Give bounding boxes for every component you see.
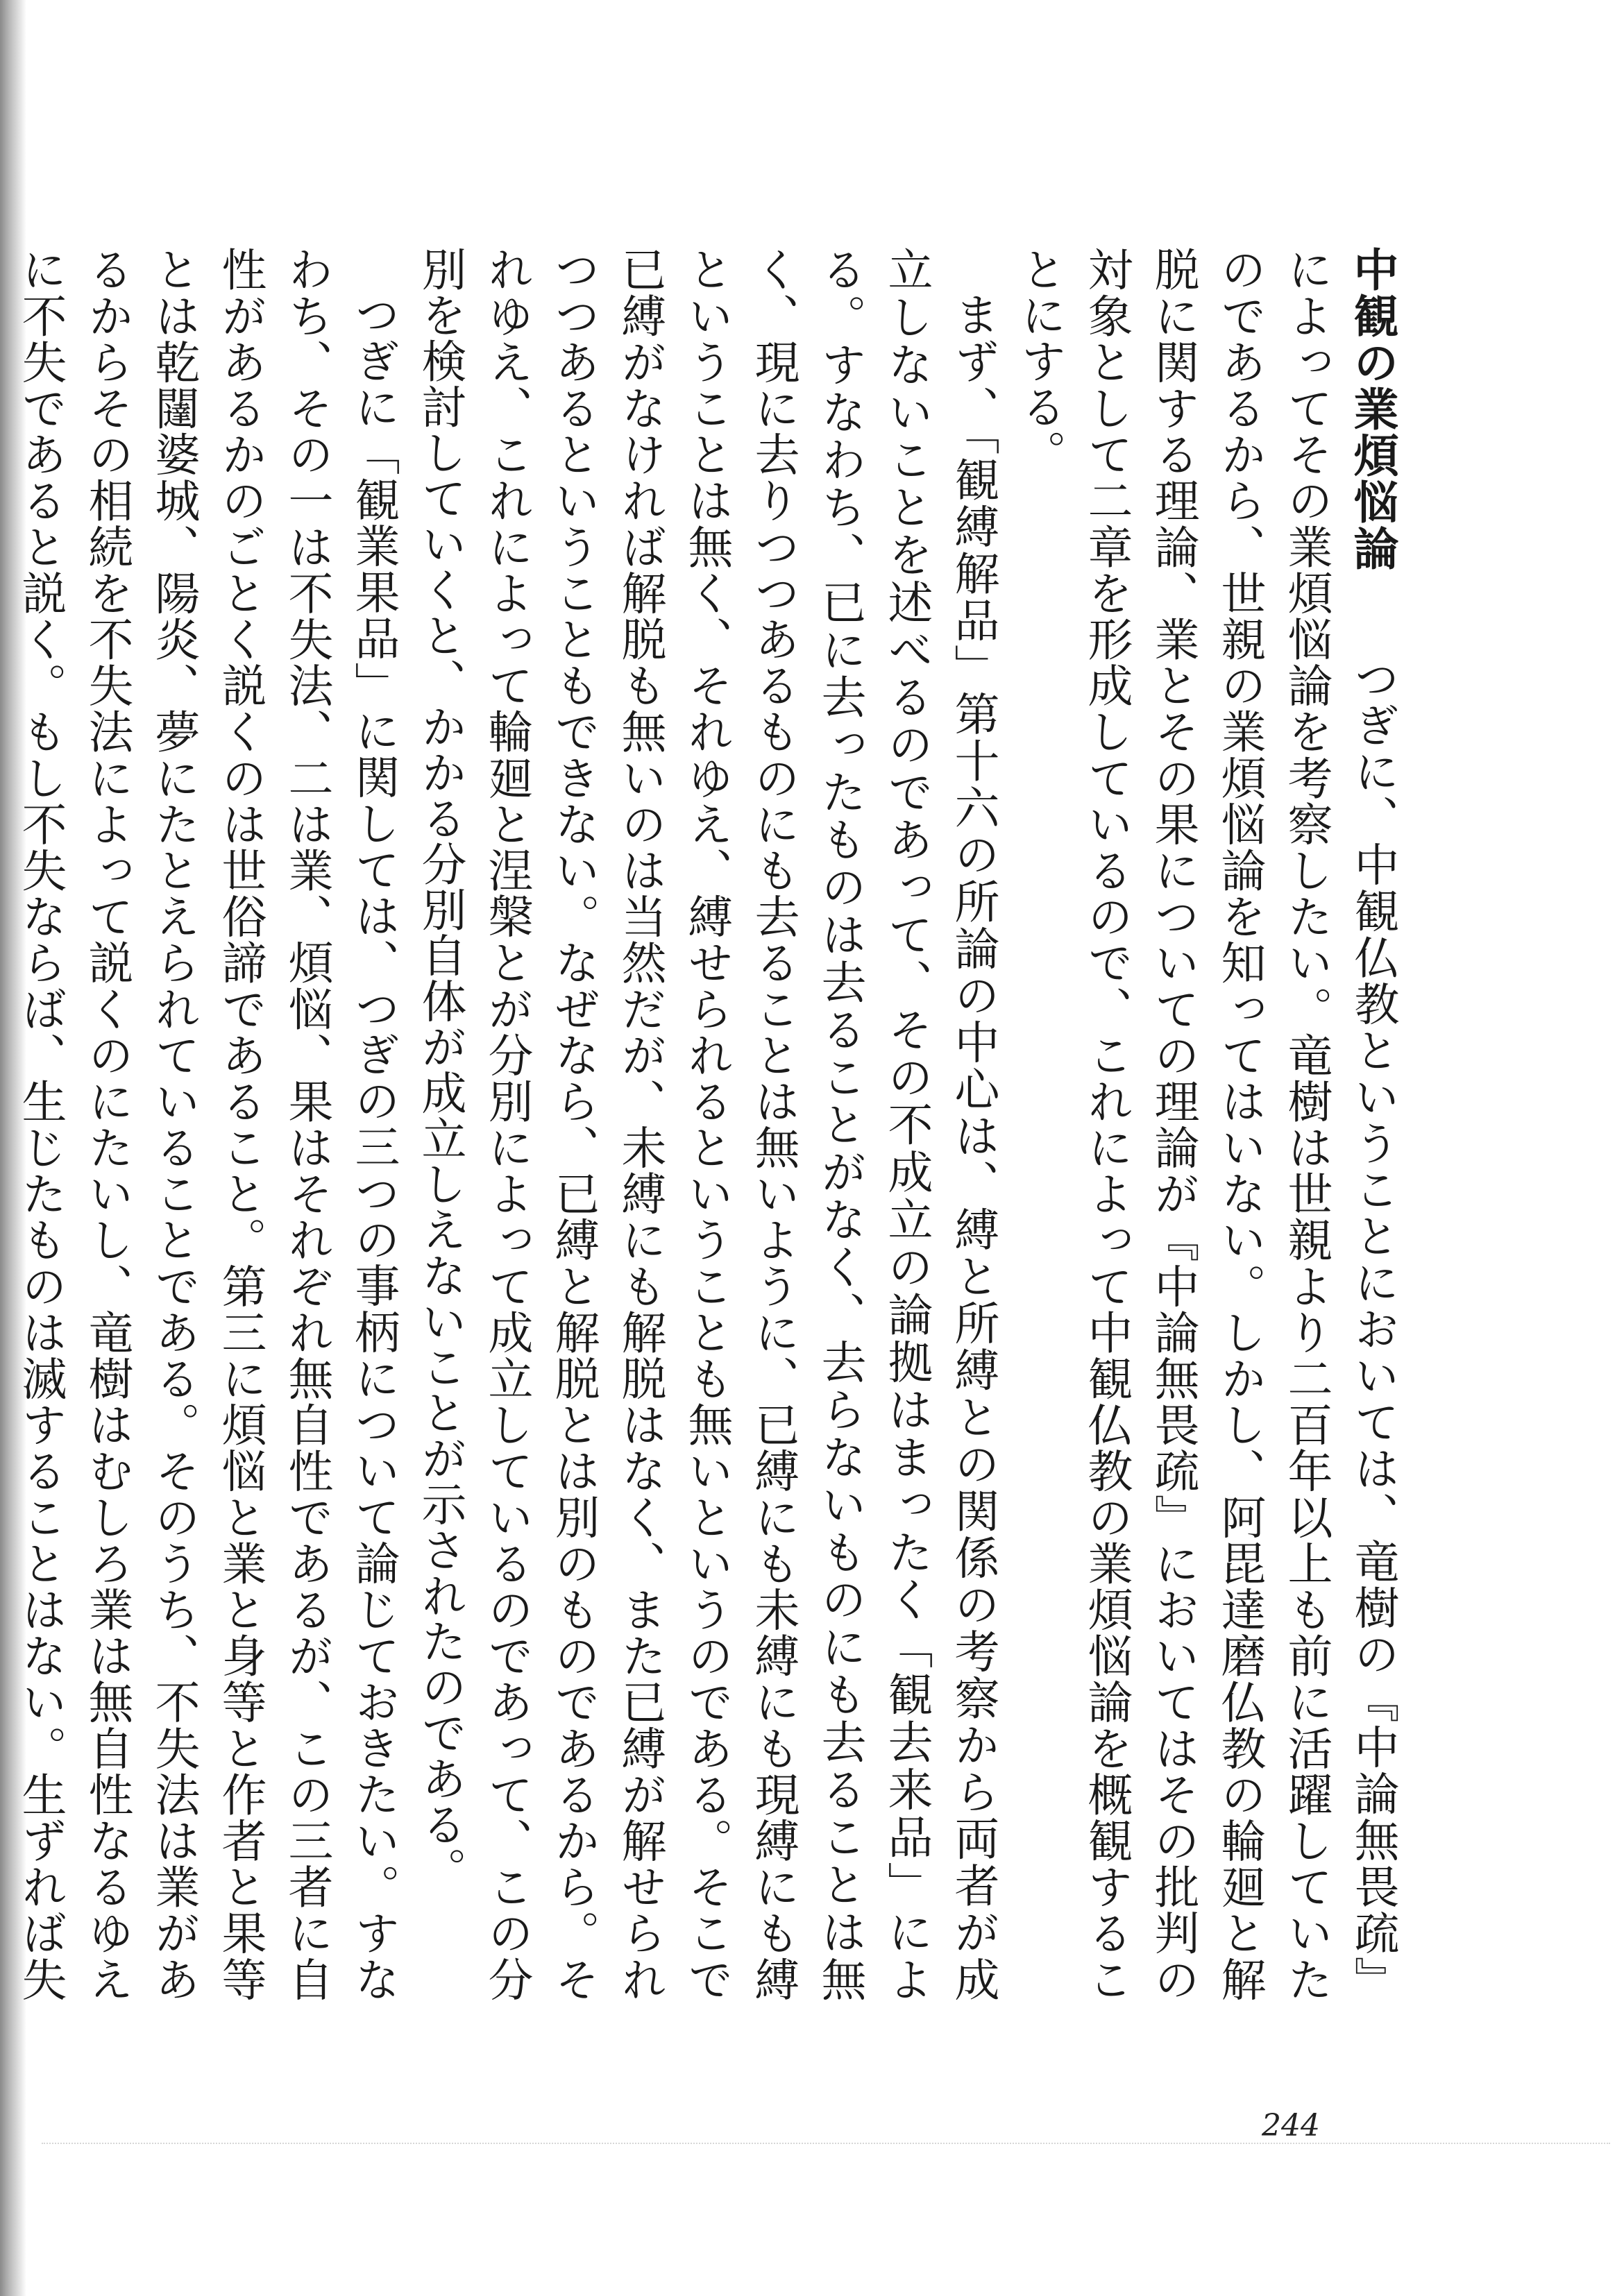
- page-number: 244: [1262, 2108, 1320, 2143]
- paragraph-1-text: つぎに、中観仏教ということにおいては、竜樹の『中論無畏疏』によってその業煩悩論を考察したい。竜樹は世親より二百年以上も前に活躍していたのであるから、世親の業煩悩論を知ってはいない。しかし、阿毘達磨仏教の輪廻と解脱に関する理論、業とその果についての理論が『中論無畏疏』においてはその批判の対象として二章を形成しているので、これによって中観仏教の業煩悩論を概観することにする。: [1013, 246, 1398, 2002]
- paragraph-3: つぎに「観業果品」に関しては、つぎの三つの事柄について論じておきたい。すなわち、その一は不失法、二は業、煩悩、果はそれぞれ無自性であるが、この三者に自性があるかのごとく説くのは世俗諦であること。第三に煩悩と業と身等と作者と果等とは乾闥婆城、陽炎、夢にたとえられていることである。そのうち、不失法は業があるからその相続を不失法によって説くのにたいし、竜樹はむしろ業は無自性なるゆえに不失であると説く。もし不失ならば、生じたものは滅することはない。生ずれば失: [14, 246, 399, 2002]
- section-heading: 中観の業煩悩論: [1346, 246, 1398, 572]
- page-body-text: [0, 246, 1405, 2002]
- paragraph-1: [1006, 246, 1405, 2002]
- bottom-rule: [42, 2143, 1610, 2144]
- paragraph-2: まず、「観縛解品」第十六の所論の中心は、縛と所縛との関係の考察から両者が成立しないことを述べるのであって、その不成立の論拠はまったく「観去来品」による。すなわち、已に去ったものは去ることがなく、去らないものにも去ることは無く、現に去りつつあるものにも去ることは無いように、已縛にも未縛にも現縛にも縛ということは無く、それゆえ、縛せられるということも無いというのである。そこで已縛がなければ解脱も無いのは当然だが、未縛にも解脱はなく、また已縛が解せられつつあるということもできない。なぜなら、已縛と解脱とは別のものであるから。それゆえ、これによって輪廻と涅槃とが分別によって成立しているのであって、この分別を検討していくと、かかる分別自体が成立しえないことが示されたのである。: [414, 246, 999, 2002]
